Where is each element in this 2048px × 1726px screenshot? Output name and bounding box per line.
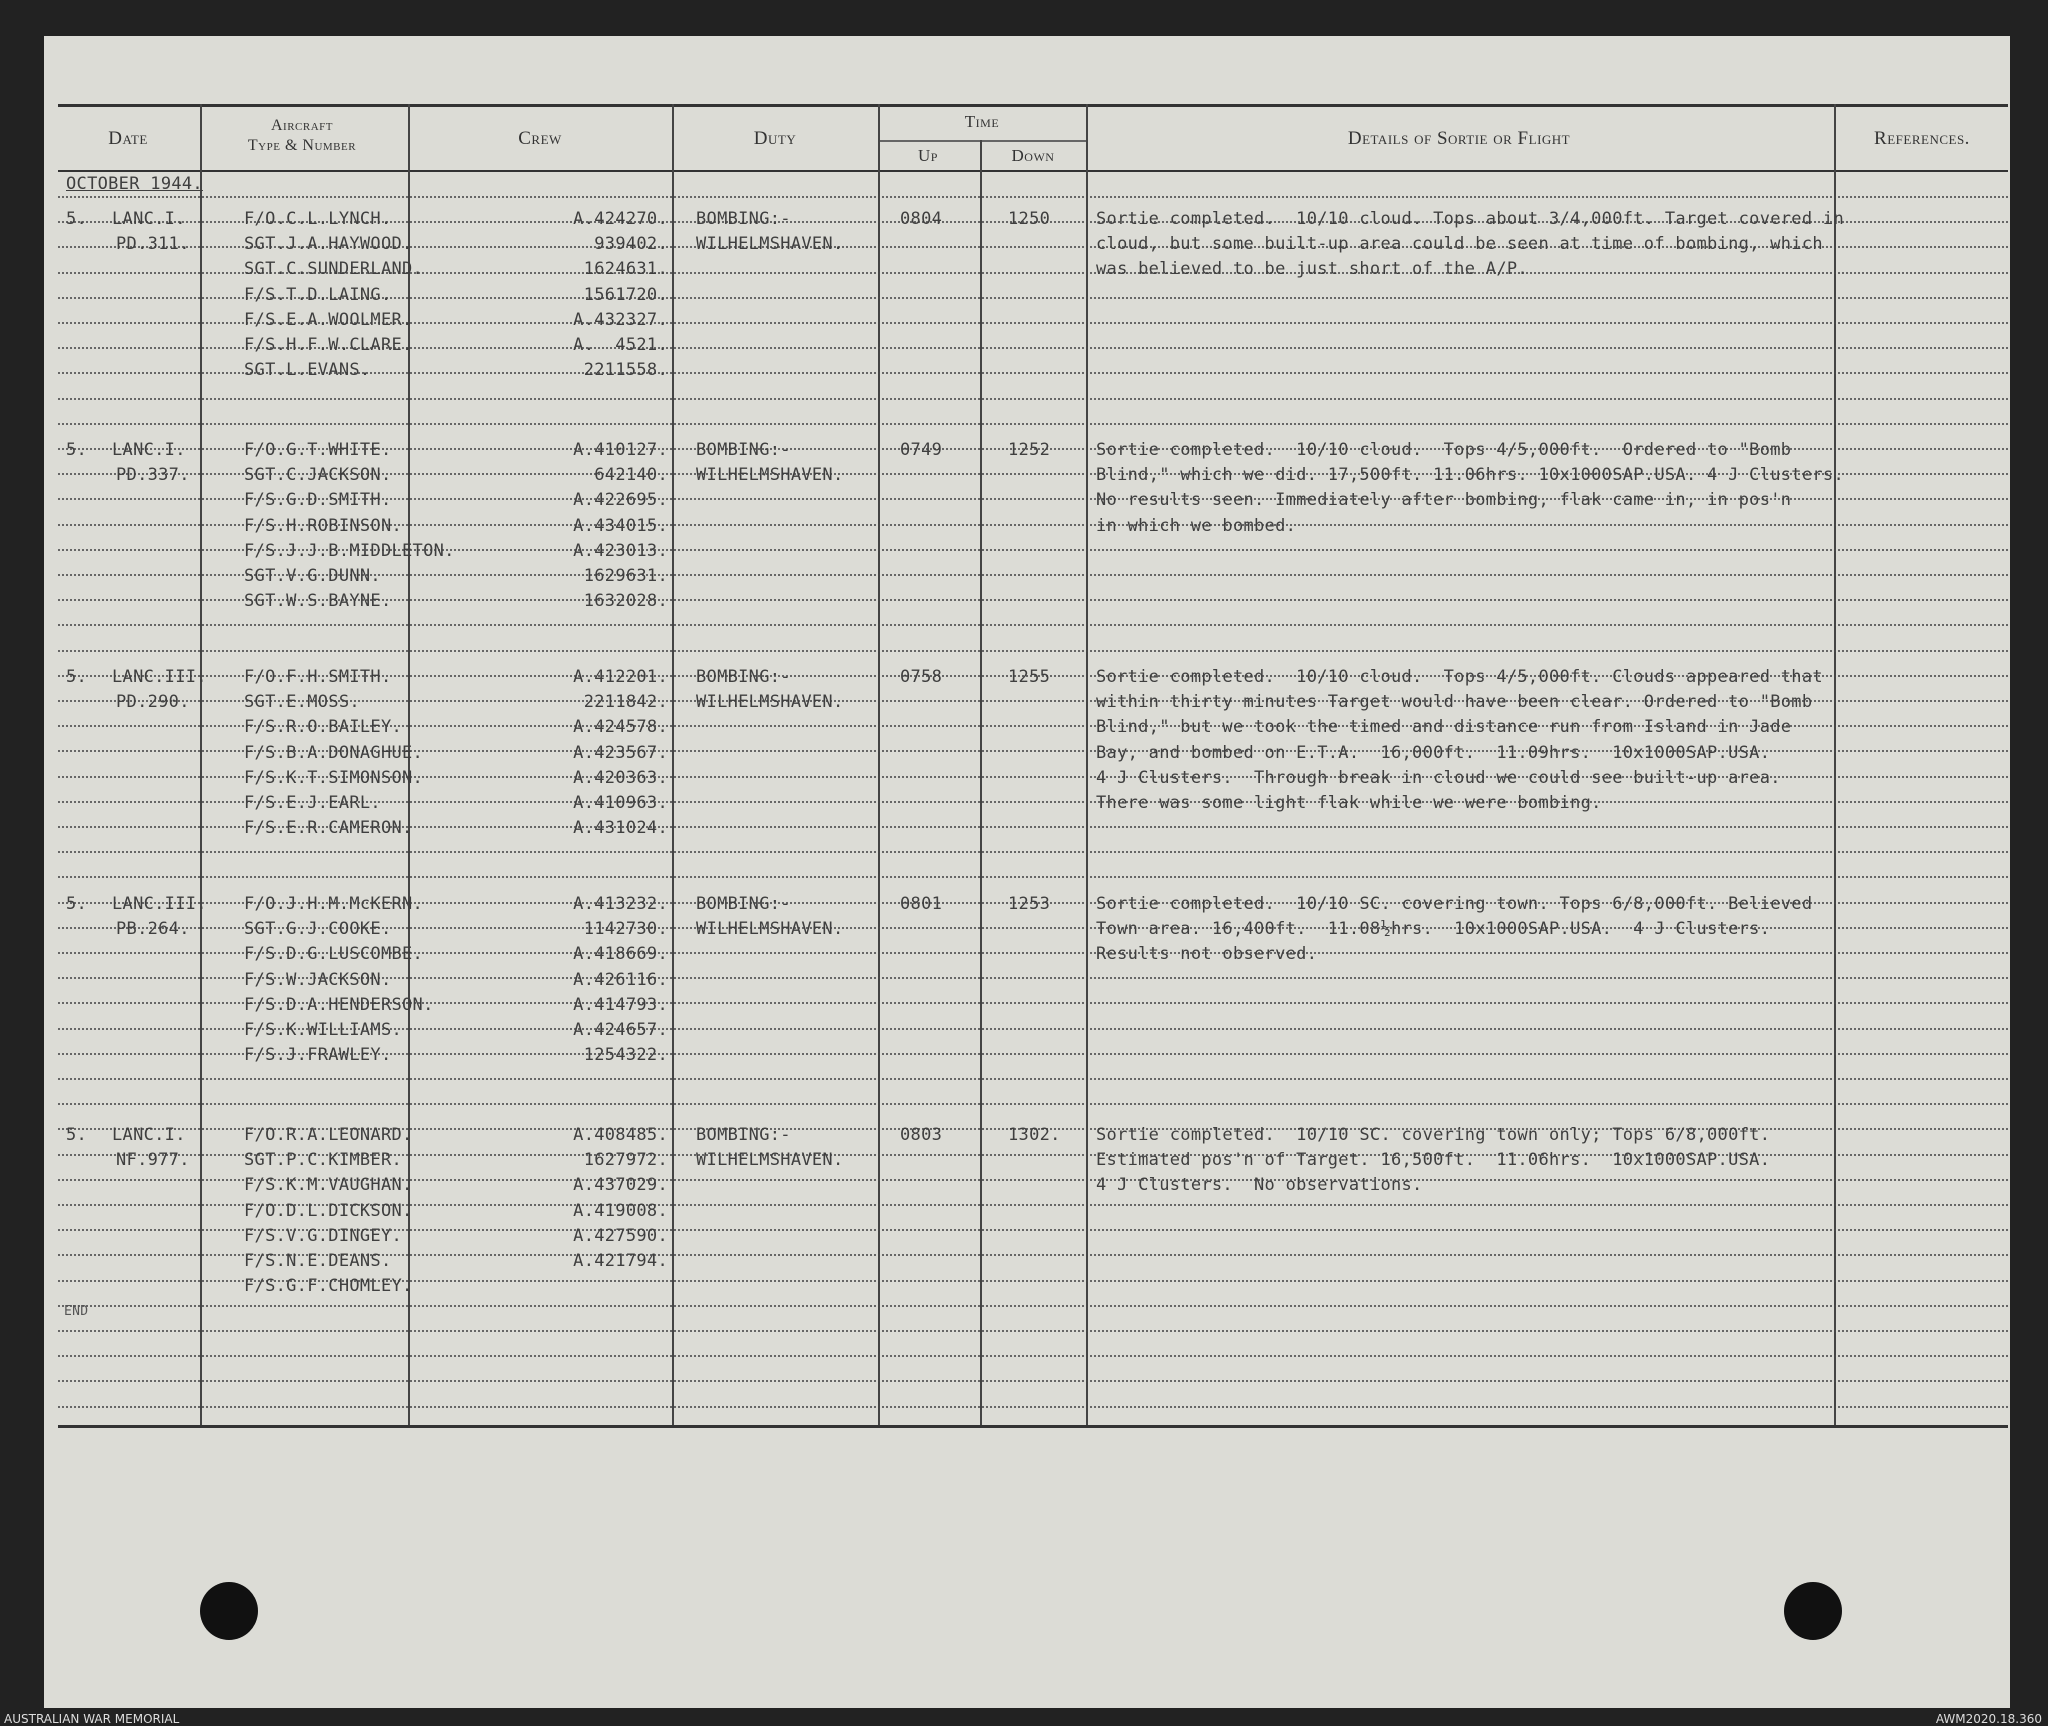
duty-line: BOMBING:-	[696, 667, 791, 687]
entry-date: 5.	[66, 667, 88, 687]
ruled-line	[58, 1380, 2008, 1382]
month-heading: OCTOBER 1944.	[66, 174, 203, 194]
aircraft-serial: PD.311.	[116, 234, 190, 255]
column-divider	[980, 140, 982, 1425]
ruled-line	[58, 851, 2008, 853]
duty-line: WILHELMSHAVEN.	[696, 234, 844, 254]
ruled-line	[58, 1406, 2008, 1408]
column-divider	[1834, 104, 1836, 1425]
header-aircraft: Aircraft Type & Number	[247, 117, 357, 154]
duty-line: WILHELMSHAVEN.	[696, 465, 844, 485]
crew-name: F/S.T.D.LAING.	[244, 285, 392, 305]
column-divider	[878, 104, 880, 1425]
crew-number: A.421794.	[573, 1251, 668, 1271]
crew-number: 2211842.	[583, 692, 668, 712]
crew-number: 1627972.	[583, 1150, 668, 1170]
details-line: within thirty minutes Target would have been clear. Ordered to "Bomb	[1096, 692, 1813, 712]
crew-name: SGT.V.G.DUNN.	[244, 566, 381, 586]
footer-reference: AWM2020.18.360	[1935, 1712, 2042, 1726]
aircraft-serial: NF.977.	[116, 1150, 190, 1171]
crew-number: A.424578.	[573, 717, 668, 737]
crew-number: 1142730.	[583, 919, 668, 939]
crew-number: 1561720.	[583, 285, 668, 305]
crew-name: F/S.G.F.CHOMLEY.	[244, 1276, 413, 1296]
aircraft-type: LANC.III.	[112, 894, 207, 914]
aircraft-serial: PD.337.	[116, 465, 190, 486]
crew-number: A.434015.	[573, 516, 668, 536]
crew-number: 2211558.	[583, 360, 668, 380]
crew-name: F/O.F.H.SMITH.	[244, 667, 392, 687]
aircraft-serial: PD.290.	[116, 692, 190, 713]
crew-name: F/S.N.E.DEANS.	[244, 1251, 392, 1271]
crew-number: A.414793.	[573, 995, 668, 1015]
header-up: Up	[918, 146, 938, 165]
crew-name: F/S.H.ROBINSON.	[244, 516, 403, 536]
top-rule	[58, 104, 2008, 107]
ruled-line	[58, 196, 2008, 198]
crew-name: SGT.G.J.COOKE.	[244, 919, 392, 939]
crew-name: F/S.D.G.LUSCOMBE.	[244, 944, 424, 964]
binder-hole-left	[200, 1582, 258, 1640]
ruled-line	[58, 876, 2008, 878]
crew-name: F/S.K.WILLIAMS.	[244, 1020, 403, 1040]
duty-line: BOMBING:-	[696, 209, 791, 229]
crew-number: A.420363.	[573, 768, 668, 788]
details-line: Results not observed.	[1096, 944, 1318, 964]
column-divider	[672, 104, 674, 1425]
aircraft-serial: PB.264.	[116, 919, 190, 940]
time-up: 0803	[900, 1125, 943, 1145]
details-line: Sortie completed. 10/10 cloud. Tops about 3/4,000ft. Target covered in	[1096, 209, 1844, 229]
crew-name: F/O.R.A.LEONARD.	[244, 1125, 413, 1145]
ruled-line	[58, 624, 2008, 626]
crew-name: F/S.E.R.CAMERON.	[244, 818, 413, 838]
details-line: in which we bombed.	[1096, 516, 1297, 536]
duty-line: BOMBING:-	[696, 440, 791, 460]
crew-name: F/S.R.O.BAILEY.	[244, 717, 403, 737]
time-up: 0801	[900, 894, 943, 914]
details-line: was believed to be just short of the A/P.	[1096, 259, 1528, 279]
entry-date: 5.	[66, 894, 88, 914]
time-down: 1250	[1008, 209, 1051, 229]
column-divider	[408, 104, 410, 1425]
details-line: Blind," which we did. 17,500ft. 11.06hrs. 10x1000SAP.USA. 4 J Clusters.	[1096, 465, 1844, 485]
header-date: Date	[108, 128, 148, 149]
crew-number: A.423013.	[573, 541, 668, 561]
crew-name: F/S.J.J.B.MIDDLETON.	[244, 541, 455, 561]
details-line: 4 J Clusters. Through break in cloud we could see built-up area.	[1096, 768, 1781, 788]
crew-name: F/S.W.JACKSON.	[244, 970, 392, 990]
header-crew: Crew	[518, 128, 562, 149]
crew-name: F/S.J.FRAWLEY.	[244, 1045, 392, 1065]
details-line: cloud, but some built-up area could be seen at time of bombing, which	[1096, 234, 1823, 254]
details-line: Bay, and bombed on E.T.A. 16,000ft. 11.09hrs. 10x1000SAP.USA.	[1096, 743, 1771, 763]
crew-name: SGT.W.S.BAYNE.	[244, 591, 392, 611]
crew-name: F/S.K.M.VAUGHAN.	[244, 1175, 413, 1195]
crew-name: F/S.E.J.EARL.	[244, 793, 381, 813]
crew-number: 642140.	[594, 465, 668, 485]
time-up: 0804	[900, 209, 943, 229]
crew-number: A.424657.	[573, 1020, 668, 1040]
aircraft-type: LANC.I.	[112, 440, 186, 460]
crew-number: 1254322.	[583, 1045, 668, 1065]
details-line: Town area. 16,400ft. 11.08½hrs. 10x1000SAP.USA. 4 J Clusters.	[1096, 919, 1771, 939]
header-duty: Duty	[753, 128, 797, 149]
crew-number: A.422695.	[573, 490, 668, 510]
time-down: 1252	[1008, 440, 1051, 460]
crew-name: SGT.C.SUNDERLAND.	[244, 259, 424, 279]
time-down: 1255	[1008, 667, 1051, 687]
aircraft-type: LANC.III.	[112, 667, 207, 687]
binder-hole-right	[1784, 1582, 1842, 1640]
crew-number: A.431024.	[573, 818, 668, 838]
crew-number: A.423567.	[573, 743, 668, 763]
crew-name: F/S.H.F.W.CLARE.	[244, 335, 413, 355]
crew-number: A.427590.	[573, 1226, 668, 1246]
duty-line: BOMBING:-	[696, 894, 791, 914]
ruled-line	[58, 1103, 2008, 1105]
time-up: 0758	[900, 667, 943, 687]
details-line: 4 J Clusters. No observations.	[1096, 1175, 1423, 1195]
crew-number: 1624631.	[583, 259, 668, 279]
crew-number: A. 4521.	[573, 335, 668, 355]
details-line: Blind," but we took the timed and distance run from Island in Jade	[1096, 717, 1792, 737]
crew-number: A.426116.	[573, 970, 668, 990]
ruled-line	[58, 423, 2008, 425]
footer-credit: AUSTRALIAN WAR MEMORIAL	[4, 1712, 180, 1726]
crew-name: F/S.E.A.WOOLMER.	[244, 310, 413, 330]
crew-name: F/O.C.L.LYNCH.	[244, 209, 392, 229]
crew-name: SGT.P.C.KIMBER.	[244, 1150, 403, 1170]
ruled-line	[58, 1355, 2008, 1357]
header-details: Details of Sortie or Flight	[1347, 128, 1571, 149]
crew-name: F/O.D.L.DICKSON.	[244, 1201, 413, 1221]
details-line: Sortie completed. 10/10 cloud. Tops 4/5,000ft. Clouds appeared that	[1096, 667, 1823, 687]
details-line: Estimated pos'n of Target. 16,500ft. 11.06hrs. 10x1000SAP.USA.	[1096, 1150, 1771, 1170]
crew-number: A.408485.	[573, 1125, 668, 1145]
ruled-line	[58, 1305, 2008, 1307]
column-divider	[1086, 104, 1088, 1425]
form-sheet	[44, 36, 2010, 1708]
crew-number: 939402.	[594, 234, 668, 254]
entry-date: 5.	[66, 440, 88, 460]
crew-number: A.412201.	[573, 667, 668, 687]
crew-number: A.437029.	[573, 1175, 668, 1195]
crew-number: A.432327.	[573, 310, 668, 330]
crew-name: F/O.G.T.WHITE.	[244, 440, 392, 460]
end-mark: END	[64, 1304, 89, 1319]
ruled-line	[58, 1078, 2008, 1080]
time-down: 1302.	[1008, 1125, 1061, 1145]
crew-name: F/S.D.A.HENDERSON.	[244, 995, 434, 1015]
time-up: 0749	[900, 440, 943, 460]
bottom-rule	[58, 1425, 2008, 1428]
duty-line: WILHELMSHAVEN.	[696, 1150, 844, 1170]
header-time: Time	[964, 112, 1000, 131]
crew-name: F/S.V.G.DINGEY.	[244, 1226, 403, 1246]
crew-number: 1632028.	[583, 591, 668, 611]
crew-number: A.424270.	[573, 209, 668, 229]
crew-name: F/O.J.H.M.McKERN.	[244, 894, 424, 914]
crew-name: F/S.G.D.SMITH.	[244, 490, 392, 510]
column-divider	[200, 104, 202, 1425]
aircraft-type: LANC.I.	[112, 209, 186, 229]
duty-line: WILHELMSHAVEN.	[696, 692, 844, 712]
header-bottom-rule	[58, 170, 2008, 172]
crew-name: SGT.L.EVANS.	[244, 360, 371, 380]
crew-number: A.410963.	[573, 793, 668, 813]
ruled-line	[58, 398, 2008, 400]
crew-name: SGT.E.MOSS.	[244, 692, 360, 712]
entry-date: 5.	[66, 1125, 88, 1145]
duty-line: WILHELMSHAVEN.	[696, 919, 844, 939]
crew-name: SGT.J.A.HAYWOOD.	[244, 234, 413, 254]
details-line: No results seen. Immediately after bombing, flak came in, in pos'n	[1096, 490, 1792, 510]
header-down: Down	[1011, 146, 1055, 165]
crew-number: A.413232.	[573, 894, 668, 914]
time-down: 1253	[1008, 894, 1051, 914]
details-line: Sortie completed. 10/10 SC. covering town. Tops 6/8,000ft. Believed	[1096, 894, 1813, 914]
crew-number: A.419008.	[573, 1201, 668, 1221]
ruled-line	[58, 650, 2008, 652]
details-line: There was some light flak while we were bombing.	[1096, 793, 1602, 813]
entry-date: 5.	[66, 209, 88, 229]
details-line: Sortie completed. 10/10 SC. covering town only; Tops 6/8,000ft.	[1096, 1125, 1771, 1145]
details-line: Sortie completed. 10/10 cloud. Tops 4/5,000ft. Ordered to "Bomb	[1096, 440, 1792, 460]
crew-number: 1629631.	[583, 566, 668, 586]
crew-name: F/S.B.A.DONAGHUE.	[244, 743, 424, 763]
crew-name: SGT.C.JACKSON.	[244, 465, 392, 485]
crew-number: A.418669.	[573, 944, 668, 964]
duty-line: BOMBING:-	[696, 1125, 791, 1145]
crew-number: A.410127.	[573, 440, 668, 460]
ruled-line	[58, 1330, 2008, 1332]
time-subheader-rule	[878, 140, 1086, 142]
header-references: References.	[1874, 128, 1970, 149]
aircraft-type: LANC.I.	[112, 1125, 186, 1145]
crew-name: F/S.K.T.SIMONSON.	[244, 768, 424, 788]
